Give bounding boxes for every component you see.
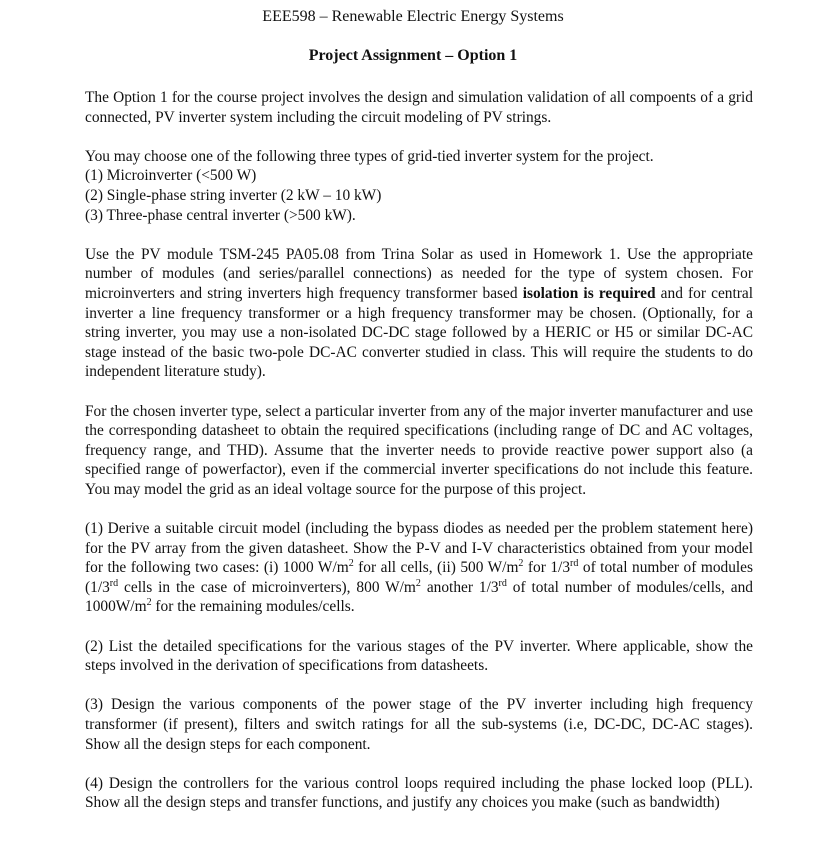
superscript-2: 2 — [146, 597, 152, 609]
inverter-selection-paragraph: For the chosen inverter type, select a particular inverter from any of the major inverter manufacturer and use the corresponding datasheet to obtain the required specifications (including range of DC and AC voltages, frequency range, and THD). Assume that the inverter needs to provide reactive power support also (a specified range of powerfactor), even if the commercial inverter specifications do not include this feature. You may model the grid as an ideal voltage source for the purpose of this project. — [85, 402, 753, 498]
task-1-paragraph: (1) Derive a suitable circuit model (including the bypass diodes as needed per the problem statement here) for the PV array from the given datasheet. Show the P-V and I-V characteristics obtained from your model for the following two cases: (i) 1000 $W/m^2$ for all cells, (ii) 500 $W/m^2$ for 1/3rd of total number of modules (1/3rd cells in the case of microinverters), 800 $W/m^2$ another 1/3rd of total number of modules/cells, and $1000W/m^2$ for the remaining modules/cells. — [85, 520, 754, 616]
superscript-2: 2 — [415, 577, 421, 589]
assignment-title: Project Assignment – Option 1 — [308, 47, 518, 64]
choice-option-2: (2) Single-phase string inverter (2 kW – 10 kW) — [85, 186, 382, 204]
task-4-paragraph: (4) Design the controllers for the various control loops required including the phase locked loop (PLL). Show all the design steps and transfer functions, and justify any choices you make (such as bandwidth) — [85, 774, 753, 812]
module-paragraph — [85, 245, 753, 382]
module-text-2: and for central inverter a line frequency transformer or a high frequency transformer may be chosen. (Optionally, for a string inverter, you may use a non-isolated DC-DC stage followed by a HERIC or H5 or similar DC-AC stage instead of the basic two-pole DC-AC converter studied in class. This will require the students to do independent literature study). — [85, 284, 753, 381]
superscript-rd: rd — [109, 577, 119, 589]
superscript-2: 2 — [348, 558, 354, 570]
superscript-rd: rd — [570, 558, 579, 570]
superscript-2: 2 — [518, 558, 524, 570]
choice-lead: You may choose one of the following three types of grid-tied inverter system for the project. — [85, 147, 654, 165]
intro-paragraph: The Option 1 for the course project involves the design and simulation validation of all compoents of a grid connected, PV inverter system including the circuit modeling of PV strings. — [85, 89, 753, 126]
choice-option-3: (3) Three-phase central inverter (>500 kW). — [85, 206, 356, 224]
task-2-paragraph: (2) List the detailed specifications for the various stages of the PV inverter. Where applicable, show the steps involved in the derivation of specifications from datasheets. — [85, 637, 753, 675]
isolation-required-emphasis: isolation is required — [522, 284, 656, 302]
task-3-paragraph: (3) Design the various components of the power stage of the PV inverter including high frequency transformer (if present), filters and switch ratings for all the sub-systems (i.e, DC-DC, DC-AC stages). Show all the design steps for each component. — [85, 696, 753, 753]
module-text-1: Use the PV module TSM-245 PA05.08 from Trina Solar as used in Homework 1. Use the appropriate number of modules (and series/parallel connections) as needed for the type of system chosen. For microinverters and string inverters high frequency transformer based — [85, 245, 753, 302]
document-body — [85, 88, 753, 833]
choice-option-1: (1) Microinverter (<500 W) — [85, 167, 257, 185]
superscript-rd: rd — [498, 577, 507, 589]
inverter-choice-paragraph — [85, 147, 753, 225]
course-title: EEE598 – Renewable Electric Energy Systems — [262, 8, 564, 25]
